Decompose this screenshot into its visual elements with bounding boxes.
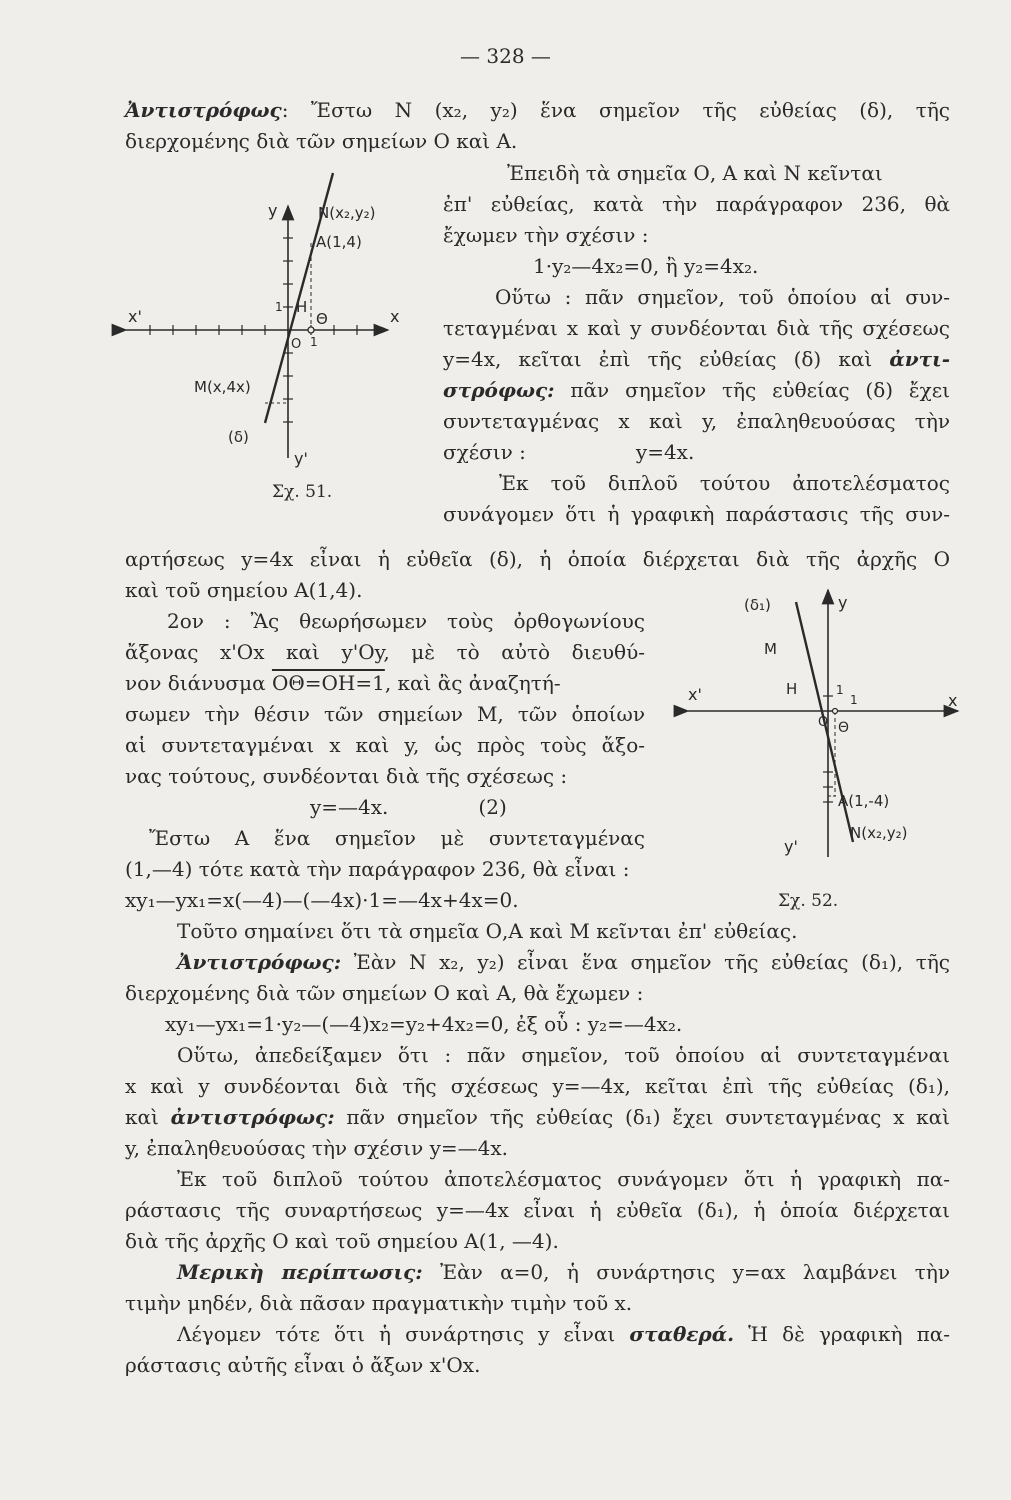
rc-line-8: συντεταγμένας x καὶ y, ἐπαληθευούσας τὴν — [443, 409, 950, 433]
fig51-caption: Σχ. 51. — [272, 482, 333, 502]
lc-line-6-b: (2) — [478, 795, 507, 819]
intro-lead: Ἀντιστρόφως — [125, 98, 282, 122]
rc-line-10: Ἐκ τοῦ διπλοῦ τούτου ἀποτελέσματος — [499, 471, 950, 495]
rc-line-11: συνάγομεν ὅτι ἡ γραφικὴ παράστασις τῆς συν- — [443, 502, 950, 526]
fig51-label-y: y — [268, 201, 278, 220]
fig52-label-H: H — [786, 680, 798, 698]
lc-line-2-a: νον διάνυσμα — [125, 671, 272, 695]
bt-line-12-text: Ἐὰν α=0, ἡ συνάρτησις y=αx λαμβάνει τὴν — [422, 1260, 950, 1284]
rc-line-2: ἔχωμεν τὴν σχέσιν : — [443, 223, 649, 247]
fig51-point-theta — [308, 327, 314, 333]
fig52-label-M: M — [764, 640, 777, 658]
lc-line-6-a: y=—4x. — [310, 795, 389, 819]
rc-line-5: τεταγμέναι x καὶ y συνδέονται διὰ τῆς σχέσεως — [443, 316, 950, 340]
rc-line-9-b: y=4x. — [635, 440, 695, 464]
fig52-label-d1: (δ₁) — [744, 596, 771, 614]
bt-line-9: Ἐκ τοῦ διπλοῦ τούτου ἀποτελέσματος συνάγομεν ὅτι ἡ γραφικὴ πα- — [177, 1167, 950, 1191]
lc-vector: OΘ=OH=1 — [271, 671, 385, 695]
bt-line-7 — [125, 1102, 950, 1133]
rc-line-7 — [443, 375, 950, 406]
rc-line-4: Οὕτω : πᾶν σημεῖον, τοῦ ὁποίου αἱ συν- — [495, 285, 950, 309]
intro-line-1 — [125, 95, 950, 126]
bt-line-7-pre: καὶ — [125, 1105, 171, 1129]
fig52-label-O: O — [818, 715, 829, 730]
bt-line-14 — [125, 1319, 950, 1350]
lc-line-8: (1,—4) τότε κατὰ τὴν παράγραφον 236, θὰ εἶναι : — [125, 857, 630, 881]
fig51-label-H: H — [296, 298, 308, 316]
fig52-caption: Σχ. 52. — [778, 891, 839, 911]
fig51-label-one-y: 1 — [275, 300, 283, 314]
fig52-label-y-prime: y' — [784, 837, 798, 856]
lc-line-1: ἄξονας x'Ox καὶ y'Oy, μὲ τὸ αὐτὸ διευθύ- — [125, 640, 645, 664]
bt-line-7-lead: ἀντιστρόφως: — [170, 1105, 335, 1129]
fig51-label-y-prime: y' — [294, 449, 308, 468]
rc-line-9 — [443, 437, 950, 468]
fig52-label-one-x: 1 — [850, 693, 858, 707]
lc-line-9: xy₁—yx₁=x(—4)—(—4x)·1=—4x+4x=0. — [125, 888, 519, 912]
bt-line-5: Οὕτω, ἀπεδείξαμεν ὅτι : πᾶν σημεῖον, τοῦ ὁποίου αἱ συντεταγμέναι — [177, 1043, 950, 1067]
fig51-label-N: N(x₂,y₂) — [318, 204, 376, 222]
bt-line-6: x καὶ y συνδέονται διὰ τῆς σχέσεως y=—4x, κεῖται ἐπὶ τῆς εὐθείας (δ₁), — [125, 1074, 950, 1098]
bt-line-1: Τοῦτο σημαίνει ὅτι τὰ σημεῖα Ο,Α καὶ Μ κεῖνται ἐπ' εὐθείας. — [177, 919, 798, 943]
rc-line-7-text: πᾶν σημεῖον τῆς εὐθείας (δ) ἔχει — [554, 378, 950, 402]
fig51-label-one-x: 1 — [310, 335, 318, 349]
lc-line-0: 2ον : Ἂς θεωρήσωμεν τοὺς ὀρθογωνίους — [167, 609, 645, 633]
fig52-label-A: A(1,-4) — [838, 792, 890, 810]
bt-line-2 — [125, 947, 950, 978]
lc-line-2 — [125, 668, 645, 699]
bt-line-15: ράστασις αὐτῆς εἶναι ὁ ἄξων x'Ox. — [125, 1353, 481, 1377]
mid-line-1: αρτήσεως y=4x εἶναι ἡ εὐθεῖα (δ), ἡ ὁποία διέρχεται διὰ τῆς ἀρχῆς Ο — [125, 547, 950, 571]
intro-text-1: : Ἔστω Ν (x₂, y₂) ἕνα σημεῖον τῆς εὐθείας (δ), τῆς — [281, 98, 950, 122]
fig51-label-d: (δ) — [228, 428, 249, 446]
bt-line-14-text: Ἡ δὲ γραφικὴ πα- — [734, 1322, 950, 1346]
fig51-label-O: O — [291, 337, 302, 352]
bt-line-4: xy₁—yx₁=1·y₂—(—4)x₂=y₂+4x₂=0, ἐξ οὗ : y₂=—4x₂. — [165, 1012, 683, 1036]
rc-line-6 — [443, 344, 950, 375]
fig51-label-M: M(x,4x) — [194, 378, 251, 396]
fig52-label-x: x — [948, 691, 958, 710]
fig52-label-x-prime: x' — [688, 685, 702, 704]
fig51-label-x: x — [390, 307, 400, 326]
bt-line-10: ράστασις τῆς συναρτήσεως y=—4x εἶναι ἡ εὐθεῖα (δ₁), ἡ ὁποία διέρχεται — [125, 1198, 950, 1222]
mid-line-2: καὶ τοῦ σημείου Α(1,4). — [125, 578, 363, 602]
bt-line-3: διερχομένης διὰ τῶν σημείων Ο καὶ Α, θὰ ἔχωμεν : — [125, 981, 644, 1005]
fig52-label-N: N(x₂,y₂) — [850, 824, 908, 842]
lc-line-5: νας τούτους, συνδέονται διὰ τῆς σχέσεως : — [125, 764, 568, 788]
bt-line-12 — [125, 1257, 950, 1288]
bt-line-14-pre: Λέγομεν τότε ὅτι ἡ συνάρτησις y εἶναι — [177, 1322, 630, 1346]
fig52-label-y: y — [838, 593, 848, 612]
figure-52 — [678, 582, 968, 882]
fig51-label-theta: Θ — [316, 310, 328, 328]
intro-line-2: διερχομένης διὰ τῶν σημείων Ο καὶ Α. — [125, 129, 518, 153]
lc-line-7: Ἔστω Α ἕνα σημεῖον μὲ συντεταγμένας — [149, 826, 645, 850]
fig51-label-x-prime: x' — [128, 307, 142, 326]
bt-line-14-lead: σταθερά. — [629, 1322, 735, 1346]
bt-line-13: τιμὴν μηδέν, διὰ πᾶσαν πραγματικὴν τιμὴν τοῦ x. — [125, 1291, 633, 1315]
fig52-point-theta — [833, 709, 838, 714]
fig51-label-A: A(1,4) — [316, 233, 362, 251]
rc-anti: ἀντι- — [889, 347, 951, 371]
rc-line-1: ἐπ' εὐθείας, κατὰ τὴν παράγραφον 236, θὰ — [443, 192, 950, 216]
bt-line-2-text: Ἐὰν Ν x₂, y₂) εἶναι ἕνα σημεῖον τῆς εὐθείας (δ₁), τῆς — [341, 950, 950, 974]
rc-line-0: Ἐπειδὴ τὰ σημεῖα Ο, Α καὶ Ν κεῖνται — [507, 161, 883, 185]
rc-line-7-lead: στρόφως: — [443, 378, 555, 402]
right-column-text — [443, 158, 950, 530]
bt-line-8: y, ἐπαληθευούσας τὴν σχέσιν y=—4x. — [125, 1136, 508, 1160]
fig52-label-one-y: 1 — [836, 683, 844, 697]
lc-line-3: σωμεν τὴν θέσιν τῶν σημείων Μ, τῶν ὁποίων — [125, 702, 645, 726]
intro-paragraph — [125, 95, 950, 157]
bt-line-2-lead: Ἀντιστρόφως: — [177, 950, 342, 974]
figure-51 — [120, 168, 440, 508]
lc-line-2-b: , καὶ ἂς ἀναζητή- — [384, 671, 561, 695]
bt-line-12-lead: Μερικὴ περίπτωσις: — [177, 1260, 423, 1284]
rc-line-6-text: y=4x, κεῖται ἐπὶ τῆς εὐθείας (δ) καὶ — [443, 347, 873, 371]
bt-line-11: διὰ τῆς ἀρχῆς Ο καὶ τοῦ σημείου Α(1, —4). — [125, 1229, 559, 1253]
page-number: — 328 — — [460, 44, 551, 68]
rc-line-9-a: σχέσιν : — [443, 440, 526, 464]
fig52-label-theta: Θ — [838, 720, 850, 736]
bottom-text — [125, 916, 950, 1381]
lc-line-6 — [125, 792, 645, 823]
lc-line-4: αἱ συντεταγμέναι x καὶ y, ὡς πρὸς τοὺς ἄξο- — [125, 733, 645, 757]
bt-line-7-text: πᾶν σημεῖον τῆς εὐθείας (δ₁) ἔχει συντεταγμένας x καὶ — [334, 1105, 950, 1129]
left-column-text — [125, 606, 645, 916]
rc-line-3: 1·y₂—4x₂=0, ἢ y₂=4x₂. — [533, 254, 759, 278]
